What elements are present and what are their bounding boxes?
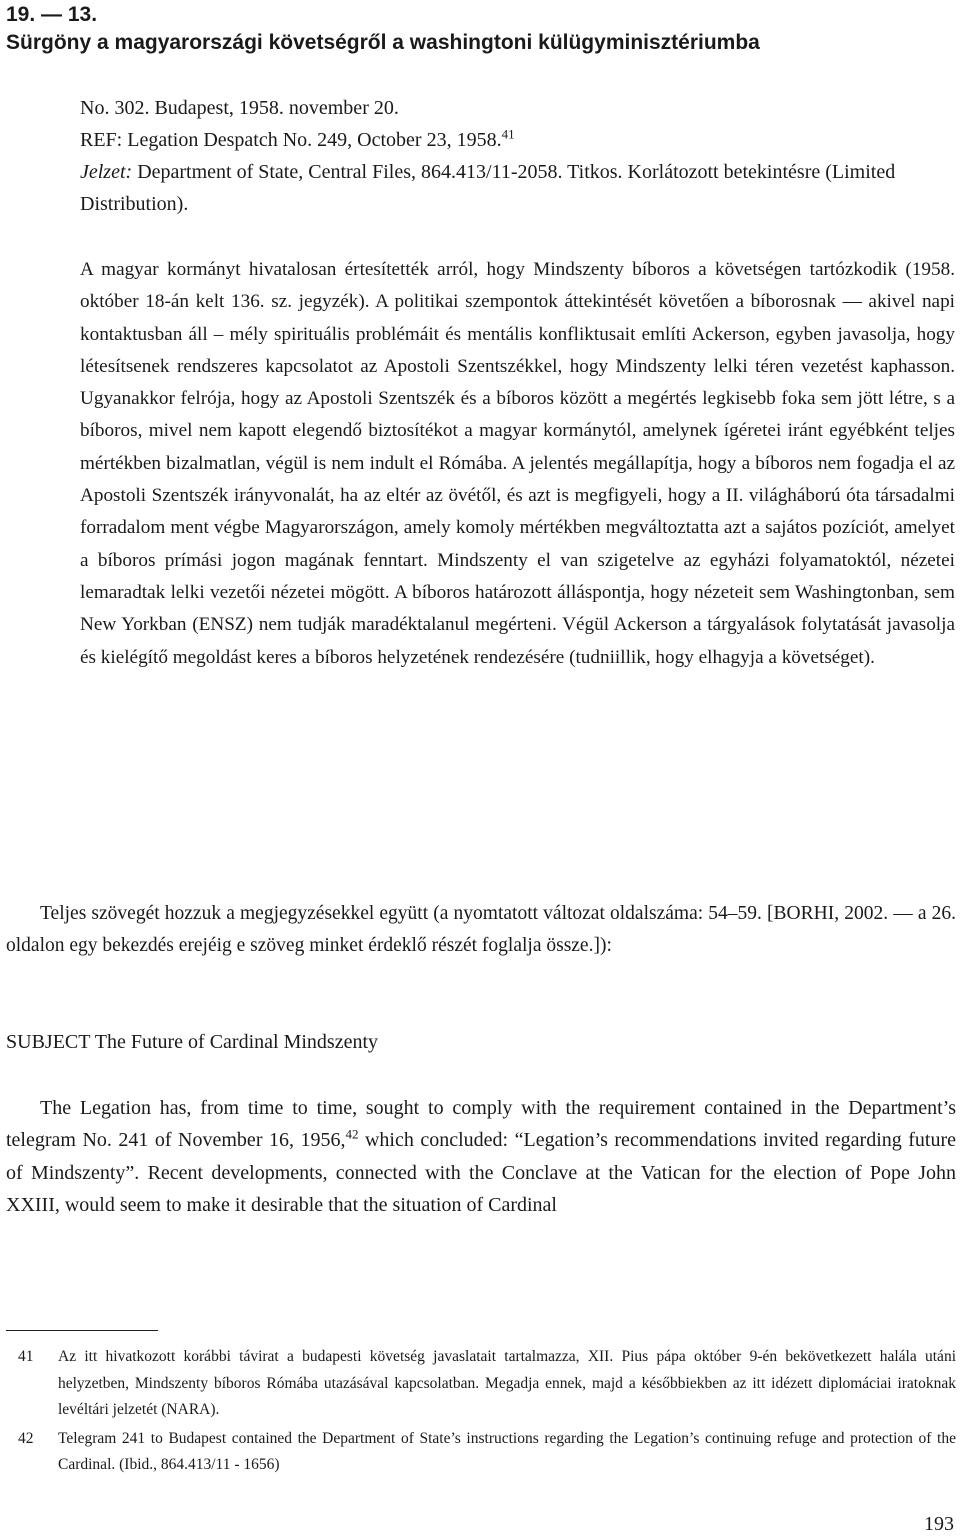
footnote-42 [6, 1426, 956, 1479]
document-metadata [80, 92, 955, 220]
metadata-number-date: No. 302. Budapest, 1958. november 20. [80, 97, 399, 119]
footnote-text: Az itt hivatkozott korábbi távirat a budapesti követség javaslatait tartalmazza, XII. Pius pápa október 9-én bekövetkezett halála utáni helyzetben, Mindszenty bíboros Rómába utazásával kapcsolatban. Megadja ennek, majd a későbbiekben az itt idézett diplomáciai iratoknak levéltári jelzetét (NARA). [58, 1348, 956, 1418]
metadata-reference [80, 124, 955, 156]
footnote-ref-42: 42 [345, 1126, 359, 1142]
footnotes [6, 1344, 956, 1481]
jelzet-label: Jelzet: [80, 161, 133, 183]
page-number: 193 [924, 1513, 954, 1535]
footnote-41 [6, 1344, 956, 1424]
subject-line: SUBJECT The Future of Cardinal Mindszenty [6, 1031, 379, 1053]
footnote-number: 41 [18, 1348, 34, 1365]
document-summary: A magyar kormányt hivatalosan értesítették arról, hogy Mindszenty bíboros a követségen tartózkodik (1958. október 18-án kelt 136. sz. jegyzék). A politikai szempontok áttekintését követően a bíborosnak — akivel napi kontaktusban áll – mély spirituális problémáit és mentális konfliktusait említi Ackerson, egyben javasolja, hogy létesítsenek rendszeres kapcsolatot az Apostoli Szentszékkel, hogy Mindszenty lelki téren vezetést kaphasson. Ugyanakkor felrója, hogy az Apostoli Szentszék és a bíboros között a megértés legkisebb foka sem jött létre, s a bíboros, mivel nem kapott elegendő biztosítékot a magyar kormánytól, amelynek ígéretei iránt egyébként teljes mértékben bizalmatlan, végül is nem indult el Rómába. A jelentés megállapítja, hogy a bíboros nem fogadja el az Apostoli Szentszék irányvonalát, ha az eltér az övétől, és azt is megfigyeli, hogy a II. világháború óta társadalmi forradalom ment végbe Magyarországon, amely komoly mértékben megváltoztatta azt a sajátos pozíciót, amelyet a bíboros prímási jogon magának fenntart. Mindszenty el van szigetelve az egyházi folyamatoktól, nézetei lemaradtak lelki vezetői nézetei mögött. A bíboros határozott álláspontja, hogy nézeteit sem Washingtonban, sem New Yorkban (ENSZ) nem tudják maradéktalanul megérteni. Végül Ackerson a tárgyalások folytatását javasolja és kielégítő megoldást keres a bíboros helyzetének rendezésére (tudniillik, hogy elhagyja a követséget). [80, 259, 955, 668]
footnote-separator [6, 1330, 158, 1331]
body-paragraph [6, 1092, 956, 1221]
footnote-number: 42 [18, 1429, 34, 1447]
footnote-text: Telegram 241 to Budapest contained the Department of State’s instructions regarding the Legation’s continuing refuge and protection of the Cardinal. (Ibid., 864.413/11 - 1656) [58, 1429, 956, 1473]
metadata-jelzet [80, 156, 955, 220]
editor-note: Teljes szövegét hozzuk a megjegyzésekkel együtt (a nyomtatott változat oldalszáma: 54–59. [BORHI, 2002. — a 26. oldalon egy bekezdés erejéig e szöveg minket érdeklő részét foglalja össze.]): [6, 903, 956, 956]
body-text-part1: The Legation has, from time to time, sought to comply with the requirement contained in the Department’s telegram No. 241 of November 16, 1956, [6, 1097, 956, 1152]
body-text-part2: which concluded: “Legation’s recommendations invited regarding future of Mindszenty”. Recent developments, connected with the Conclave at the Vatican for the election of Pope John XXIII, would seem to make it desirable that the situation of Cardinal [6, 1129, 957, 1216]
document-title: Sürgöny a magyarországi követségről a washingtoni külügyminisztériumba [6, 31, 760, 54]
reference-text: REF: Legation Despatch No. 249, October 23, 1958. [80, 129, 502, 151]
document-number: 19. — 13. [6, 3, 98, 26]
footnote-ref-41: 41 [501, 126, 515, 142]
jelzet-text: Department of State, Central Files, 864.413/11-2058. Titkos. Korlátozott betekintésre (Limited Distribution). [80, 161, 896, 215]
